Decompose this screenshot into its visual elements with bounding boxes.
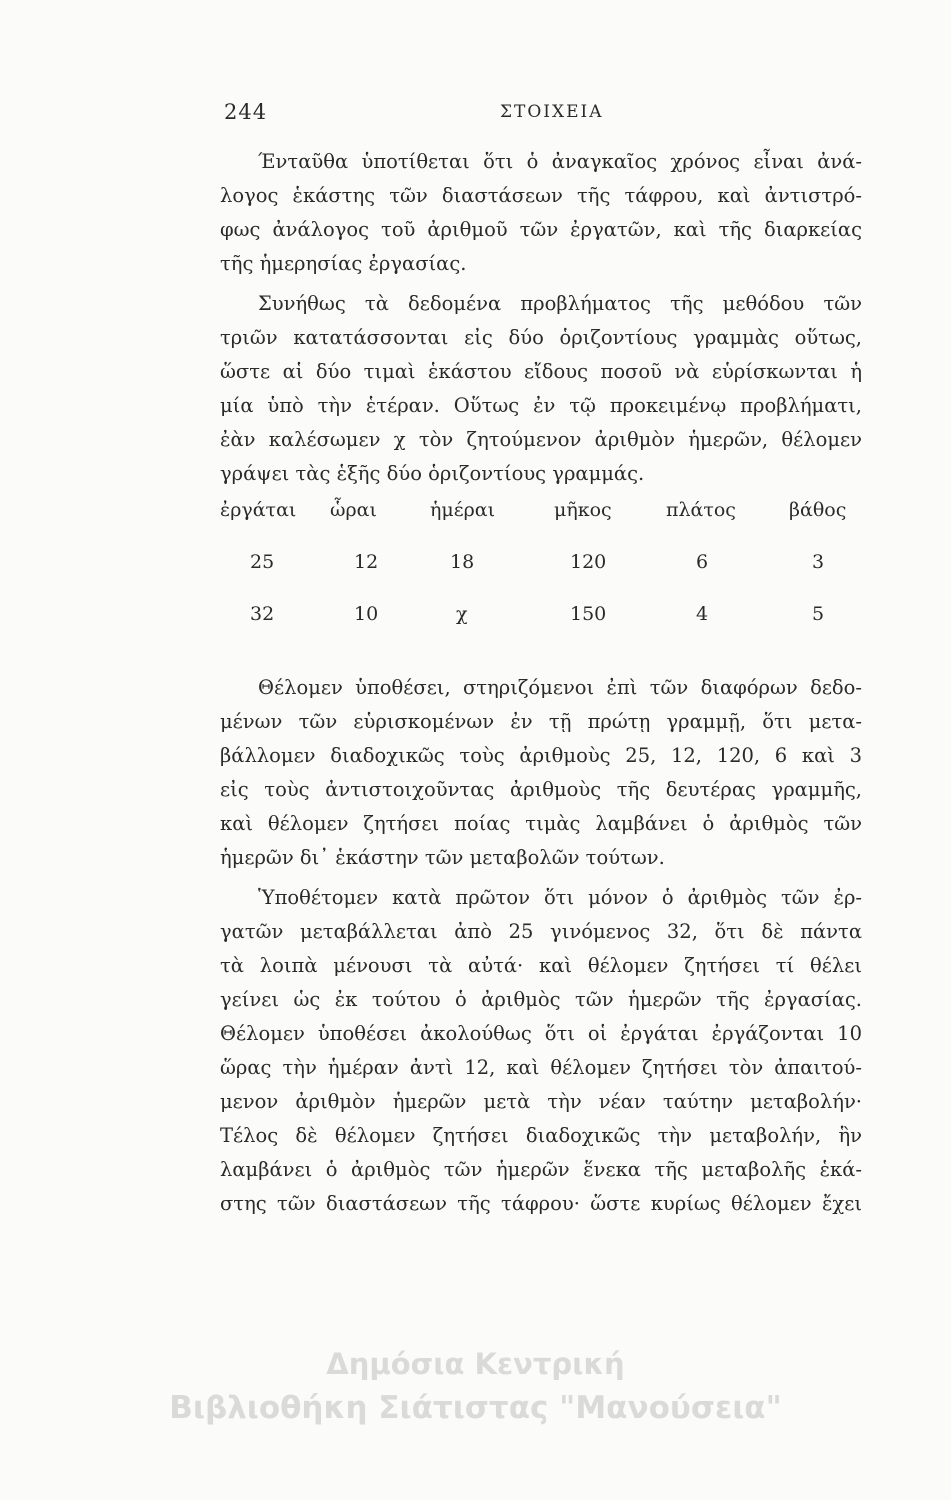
table-cell: 18	[450, 551, 475, 573]
column-header-length: μῆκος	[554, 499, 612, 521]
text-line: Θέλομεν ὑποθέσει, στηριζόμενοι ἐπὶ τῶν διαφόρων δεδο-	[258, 676, 862, 699]
paragraph-4	[220, 881, 862, 1221]
text-line: στης τῶν διαστάσεων τῆς τάφρου· ὥστε κυρίως θέλομεν ἔχει	[220, 1192, 862, 1215]
library-watermark-line-2: Βιβλιοθήκη Σιάτιστας "Μανούσεια"	[169, 1390, 782, 1426]
table-cell: 12	[354, 551, 379, 573]
paragraph-2	[220, 287, 862, 491]
table-cell: 25	[250, 551, 275, 573]
text-line: μένων τῶν εὑρισκομένων ἐν τῇ πρώτῃ γραμμῇ, ὅτι μετα-	[220, 710, 862, 733]
text-line: Τέλος δὲ θέλομεν ζητήσει διαδοχικῶς τὴν μεταβολήν, ἣν	[220, 1124, 862, 1147]
table-cell: 5	[812, 603, 825, 625]
table-cell: 150	[570, 603, 607, 625]
page-header	[220, 100, 860, 134]
text-line: εἰς τοὺς ἀντιστοιχοῦντας ἀριθμοὺς τῆς δευτέρας γραμμῆς,	[220, 778, 862, 801]
text-line: λογος ἑκάστης τῶν διαστάσεων τῆς τάφρου, καὶ ἀντιστρό-	[220, 184, 862, 207]
text-line: ὥρας τὴν ἡμέραν ἀντὶ 12, καὶ θέλομεν ζητήσει τὸν ἀπαιτού-	[220, 1056, 862, 1079]
paragraph-1	[220, 145, 862, 281]
text-line: τῆς ἡμερησίας ἐργασίας.	[220, 252, 467, 275]
text-line: ἐὰν καλέσωμεν χ τὸν ζητούμενον ἀριθμὸν ἡμερῶν, θέλομεν	[220, 428, 862, 451]
text-line: ὥστε αἱ δύο τιμαὶ ἑκάστου εἴδους ποσοῦ νὰ εὑρίσκωνται ἡ	[220, 360, 862, 383]
text-line: Ένταῦθα ὑποτίθεται ὅτι ὁ ἀναγκαῖος χρόνος εἶναι ἀνά-	[258, 150, 862, 173]
column-header-workers: ἐργάται	[220, 499, 297, 521]
table-cell: 6	[696, 551, 709, 573]
text-line: καὶ θέλομεν ζητήσει ποίας τιμὰς λαμβάνει ὁ ἀριθμὸς τῶν	[220, 812, 862, 835]
text-line: τριῶν κατατάσσονται εἰς δύο ὁριζοντίους γραμμὰς οὕτως,	[220, 326, 862, 349]
library-watermark-line-1: Δημόσια Κεντρική	[326, 1347, 625, 1381]
text-line: γατῶν μεταβάλλεται ἀπὸ 25 γινόμενος 32, ὅτι δὲ πάντα	[220, 920, 862, 943]
column-header-days: ἡμέραι	[430, 499, 496, 521]
column-header-width: πλάτος	[666, 499, 736, 521]
text-line: μία ὑπὸ τὴν ἑτέραν. Οὕτως ἐν τῷ προκειμένῳ προβλήματι,	[220, 394, 862, 417]
text-line: γράψει τὰς ἑξῆς δύο ὁριζοντίους γραμμάς.	[220, 462, 645, 485]
table-cell: χ	[456, 603, 468, 625]
table-cell: 4	[696, 603, 709, 625]
text-line: φως ἀνάλογος τοῦ ἀριθμοῦ τῶν ἐργατῶν, καὶ τῆς διαρκείας	[220, 218, 862, 241]
running-head: ΣΤΟΙΧΕΙΑ	[500, 102, 604, 122]
text-line: βάλλομεν διαδοχικῶς τοὺς ἀριθμοὺς 25, 12, 120, 6 καὶ 3	[220, 744, 862, 767]
text-line: τὰ λοιπὰ μένουσι τὰ αὐτά· καὶ θέλομεν ζητήσει τί θέλει	[220, 954, 862, 977]
data-table	[220, 499, 862, 659]
table-cell: 120	[570, 551, 607, 573]
text-line: γείνει ὡς ἐκ τούτου ὁ ἀριθμὸς τῶν ἡμερῶν τῆς ἐργασίας.	[220, 988, 862, 1011]
text-line: Θέλομεν ὑποθέσει ἀκολούθως ὅτι οἱ ἐργάται ἐργάζονται 10	[220, 1022, 862, 1045]
text-line: Συνήθως τὰ δεδομένα προβλήματος τῆς μεθόδου τῶν	[258, 292, 862, 315]
text-line: Ὑποθέτομεν κατὰ πρῶτον ὅτι μόνον ὁ ἀριθμὸς τῶν ἐρ-	[258, 886, 862, 909]
table-cell: 10	[354, 603, 379, 625]
body-text	[220, 145, 862, 1221]
paragraph-3	[220, 671, 862, 875]
text-line: μενον ἀριθμὸν ἡμερῶν μετὰ τὴν νέαν ταύτην μεταβολήν·	[220, 1090, 862, 1113]
table-cell: 32	[250, 603, 275, 625]
table-cell: 3	[812, 551, 825, 573]
text-line: ἡμερῶν δι᾽ ἑκάστην τῶν μεταβολῶν τούτων.	[220, 846, 665, 869]
text-line: λαμβάνει ὁ ἀριθμὸς τῶν ἡμερῶν ἕνεκα τῆς μεταβολῆς ἑκά-	[220, 1158, 862, 1181]
column-header-hours: ὧραι	[330, 499, 377, 521]
page-number: 244	[224, 100, 268, 124]
column-header-depth: βάθος	[789, 499, 847, 521]
